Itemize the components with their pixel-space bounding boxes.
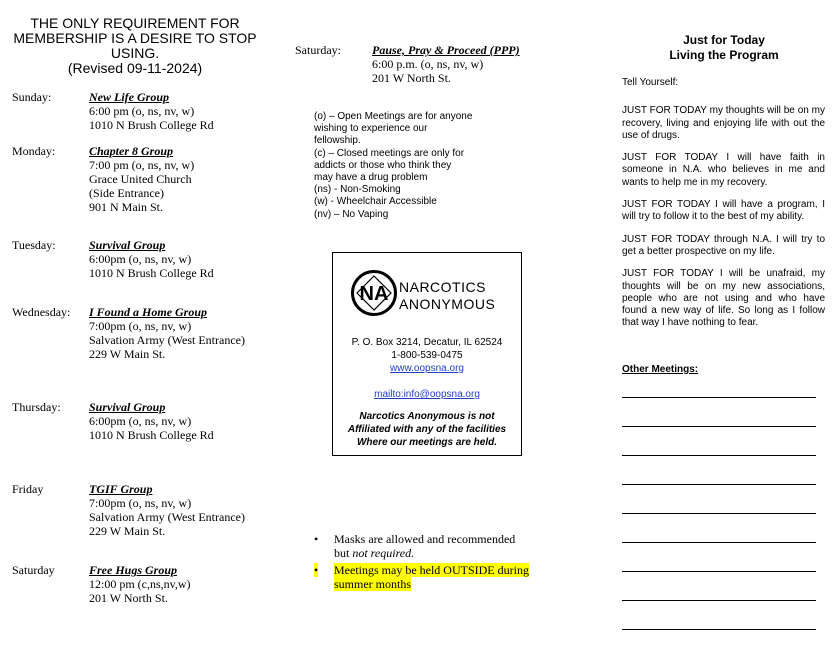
- meeting-address: 1010 N Brush College Rd: [89, 266, 214, 280]
- requirement-line-2: MEMBERSHIP IS A DESIRE TO STOP: [13, 30, 257, 46]
- na-logo-text: [399, 279, 499, 313]
- jft-paragraph: JUST FOR TODAY I will have a program, I will try to follow it to the best of my ability.: [622, 199, 825, 223]
- meeting-friday: [89, 482, 269, 538]
- day-label-sunday: Sunday:: [12, 90, 52, 104]
- requirement-line-1: THE ONLY REQUIREMENT FOR: [30, 15, 240, 31]
- masks-text-1: Masks are allowed and recommended: [334, 532, 516, 546]
- meeting-tuesday: [89, 238, 269, 280]
- legend-line: may have a drug problem: [314, 172, 428, 184]
- write-in-line: [622, 513, 816, 514]
- group-name: Pause, Pray & Proceed (PPP): [372, 43, 520, 57]
- na-disclaimer: [333, 410, 521, 449]
- day-label-thursday: Thursday:: [12, 400, 61, 414]
- meeting-codes-legend: [314, 111, 504, 221]
- write-in-line: [622, 397, 816, 398]
- meeting-time: 6:00 pm (o, ns, nv, w): [89, 104, 195, 118]
- group-name: I Found a Home Group: [89, 305, 208, 319]
- masks-text-3: not required.: [352, 546, 415, 560]
- meeting-wednesday: [89, 305, 269, 361]
- group-name: TGIF Group: [89, 482, 153, 496]
- meeting-time: 6:00pm (o, ns, nv, w): [89, 252, 192, 266]
- outside-text-2: summer months: [334, 577, 411, 591]
- legend-line: addicts or those who think they: [314, 159, 452, 171]
- meeting-address: 901 N Main St.: [89, 200, 164, 214]
- outside-text-1: Meetings may be held OUTSIDE during: [334, 563, 529, 577]
- meeting-address: 201 W North St.: [372, 71, 451, 85]
- requirement-line-3: USING.: [110, 45, 160, 61]
- disclaimer-line-2: Affiliated with any of the facilities: [347, 424, 507, 435]
- write-in-line: [622, 542, 816, 543]
- logo-line-2: ANONYMOUS: [399, 296, 496, 312]
- jft-intro: Tell Yourself:: [622, 77, 679, 88]
- meeting-time: 6:00 p.m. (o, ns, nv, w): [372, 57, 484, 71]
- bullet-icon: •: [314, 563, 319, 577]
- jft-paragraph: JUST FOR TODAY I will be unafraid, my thoughts will be on my new associations, people who are not using and who have found a new way of life. So long as I follow that way I have nothing to fear.: [622, 268, 825, 329]
- website-link[interactable]: www.oopsna.org: [390, 363, 464, 374]
- day-label-tuesday: Tuesday:: [12, 238, 56, 252]
- legend-line: (o) – Open Meetings are for anyone: [314, 111, 473, 122]
- logo-line-1: NARCOTICS: [399, 279, 486, 295]
- group-name: New Life Group: [89, 90, 169, 104]
- legend-line: (nv) – No Vaping: [314, 208, 389, 220]
- other-meetings-heading: Other Meetings:: [622, 364, 699, 375]
- write-in-line: [622, 571, 816, 572]
- day-label-saturday-2: Saturday:: [295, 43, 341, 57]
- day-label-saturday: Saturday: [12, 563, 55, 577]
- meeting-thursday: [89, 400, 269, 442]
- legend-line: (c) – Closed meetings are only for: [314, 147, 465, 159]
- jft-paragraph: JUST FOR TODAY through N.A. I will try to get a better prospective on my life.: [622, 233, 825, 257]
- po-box: P. O. Box 3214, Decatur, IL 62524: [351, 337, 503, 348]
- group-name: Chapter 8 Group: [89, 144, 174, 158]
- meeting-address: Salvation Army (West Entrance): [89, 510, 245, 524]
- write-in-line: [622, 455, 816, 456]
- email-link[interactable]: mailto:info@oopsna.org: [374, 389, 480, 400]
- meeting-address: Grace United Church: [89, 172, 192, 186]
- meeting-address: 1010 N Brush College Rd: [89, 118, 214, 132]
- meeting-time: 12:00 pm (c,ns,nv,w): [89, 577, 191, 591]
- jft-paragraph: JUST FOR TODAY I will have faith in someone in N.A. who believes in me and wants to help me in my recovery.: [622, 152, 825, 188]
- meeting-address: Salvation Army (West Entrance): [89, 333, 245, 347]
- jft-body: [622, 77, 825, 340]
- na-contact-box: [332, 252, 522, 456]
- list-item-masks: [314, 532, 554, 560]
- day-label-wednesday: Wednesday:: [12, 305, 71, 319]
- disclaimer-line-3: Where our meetings are held.: [356, 437, 498, 448]
- meeting-address: 201 W North St.: [89, 591, 168, 605]
- write-in-line: [622, 629, 816, 630]
- write-in-line: [622, 426, 816, 427]
- membership-requirement: [10, 16, 260, 76]
- meeting-sunday: [89, 90, 269, 132]
- svg-text:NA: NA: [359, 283, 389, 305]
- write-in-line: [622, 600, 816, 601]
- revised-date: (Revised 09-11-2024): [67, 60, 203, 76]
- legend-line: wishing to experience our: [314, 123, 428, 135]
- meeting-time: 6:00pm (o, ns, nv, w): [89, 414, 192, 428]
- list-item-outside: [314, 563, 554, 591]
- meeting-address: 1010 N Brush College Rd: [89, 428, 214, 442]
- meeting-address: (Side Entrance): [89, 186, 164, 200]
- meeting-time: 7:00pm (o, ns, nv, w): [89, 496, 192, 510]
- jft-title: [622, 33, 826, 63]
- day-label-monday: Monday:: [12, 144, 56, 158]
- meeting-saturday: [89, 563, 269, 605]
- bullet-icon: •: [314, 532, 319, 546]
- day-label-friday: Friday: [12, 482, 44, 496]
- phone-number: 1-800-539-0475: [391, 350, 463, 361]
- meeting-time: 7:00pm (o, ns, nv, w): [89, 319, 192, 333]
- meeting-saturday-ppp: [372, 43, 572, 85]
- jft-title-line-2: Living the Program: [669, 48, 779, 62]
- meeting-time: 7:00 pm (o, ns, nv, w): [89, 158, 195, 172]
- notes-list: [314, 532, 554, 594]
- legend-line: fellowship.: [314, 135, 361, 147]
- meeting-address: 229 W Main St.: [89, 347, 166, 361]
- group-name: Free Hugs Group: [89, 563, 178, 577]
- legend-line: (ns) - Non-Smoking: [314, 184, 401, 196]
- write-in-line: [622, 484, 816, 485]
- jft-paragraph: JUST FOR TODAY my thoughts will be on my recovery, living and enjoying life with out the use of drugs.: [622, 105, 825, 141]
- masks-text-2: but: [334, 546, 353, 560]
- group-name: Survival Group: [89, 400, 166, 414]
- legend-line: (w) - Wheelchair Accessible: [314, 196, 437, 208]
- disclaimer-line-1: Narcotics Anonymous is not: [359, 411, 495, 422]
- na-address: [333, 336, 521, 401]
- meeting-address: 229 W Main St.: [89, 524, 166, 538]
- group-name: Survival Group: [89, 238, 166, 252]
- na-logo-icon: [350, 269, 398, 317]
- jft-title-line-1: Just for Today: [683, 33, 765, 47]
- meeting-monday: [89, 144, 269, 214]
